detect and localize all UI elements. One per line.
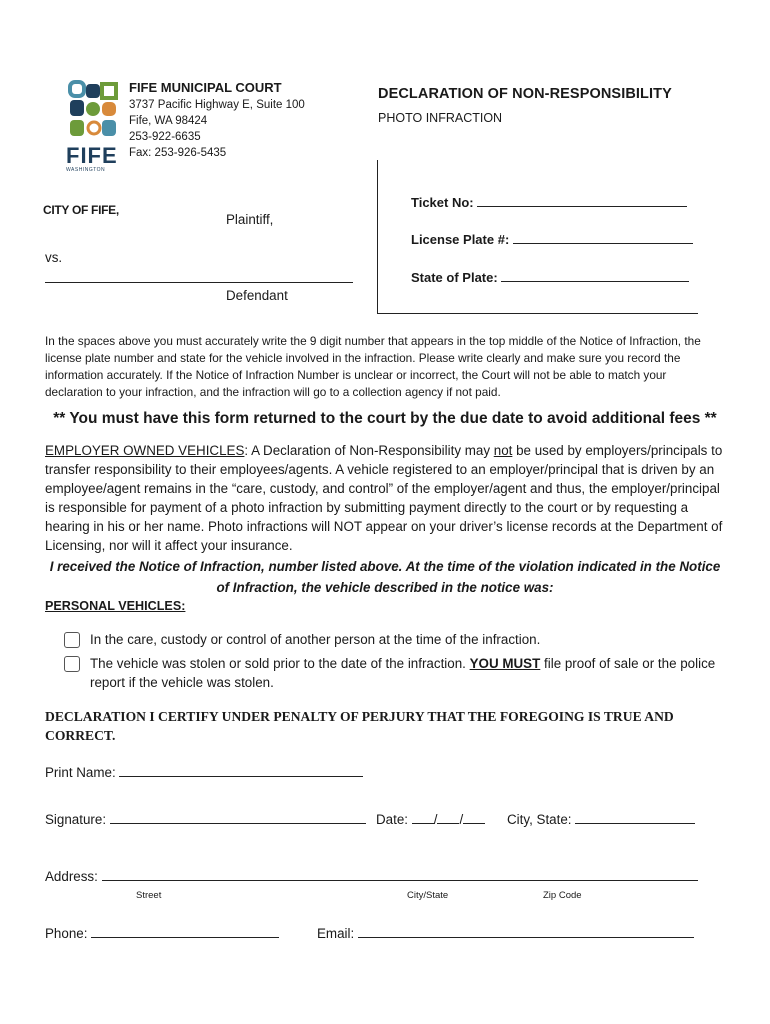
ticket-field[interactable]: [411, 194, 687, 210]
caption-vs: vs.: [45, 250, 63, 265]
employer-text-b: be used by employers/principals to transfer responsibility to their employees/agents. A vehicle registered to an employer/principal that is driven by an employee/agent remains in the “care, custody, and control” of the employer/agent and thus, the employer/principal is responsible for payment of a photo infraction by submitting payment directly to the court or by requesting a hearing in his or her name. Photo infractions will NOT appear on your driver’s license records at the Department of Licensing, nor will it affect your insurance.: [45, 443, 723, 553]
court-address-line1: 3737 Pacific Highway E, Suite 100: [129, 99, 305, 111]
option1-checkbox[interactable]: [64, 632, 80, 648]
phone-line[interactable]: [91, 925, 279, 938]
logo-tagline: WASHINGTON: [66, 167, 106, 173]
address-field[interactable]: [45, 868, 698, 884]
plate-label: License Plate #:: [411, 232, 510, 247]
date-month-line[interactable]: [412, 811, 434, 824]
city-state-caption: City/State: [407, 890, 449, 901]
option2-text-a: The vehicle was stolen or sold prior to the date of the infraction.: [90, 656, 470, 671]
court-phone: 253-922-6635: [129, 131, 201, 143]
state-input-line[interactable]: [501, 269, 689, 282]
phone-label: Phone:: [45, 926, 88, 941]
form-title: DECLARATION OF NON-RESPONSIBILITY: [378, 86, 672, 102]
street-caption: Street: [136, 890, 162, 901]
court-address: [129, 97, 305, 161]
city-state-label: City, State:: [507, 812, 572, 827]
email-line[interactable]: [358, 925, 694, 938]
date-slash-1: /: [433, 812, 438, 827]
signature-field[interactable]: [45, 811, 366, 827]
plate-field[interactable]: [411, 231, 693, 247]
declaration-certify: DECLARATION I CERTIFY UNDER PENALTY OF PERJURY THAT THE FOREGOING IS TRUE AND CORRECT.: [45, 709, 674, 743]
fife-logo-mark-icon: [66, 80, 122, 142]
state-field[interactable]: [411, 269, 689, 285]
signature-label: Signature:: [45, 812, 107, 827]
instructions: In the spaces above you must accurately write the 9 digit number that appears in the top middle of the Notice of Infraction, the license plate number and state for the vehicle involved in the infraction. Please write clearly and make sure you record the information accurately. If the Notice of Infraction Number is unclear or incorrect, the Court will not be able to match your declaration to your infraction, and the infraction will go to a collection agency if not paid.: [45, 334, 701, 399]
date-slash-2: /: [459, 812, 464, 827]
date-label: Date:: [376, 812, 409, 827]
city-state-line[interactable]: [575, 811, 695, 824]
option2-must: YOU MUST: [469, 656, 541, 671]
caption-plaintiff: Plaintiff,: [226, 212, 274, 227]
print-name-line[interactable]: [119, 764, 363, 777]
employer-section: [45, 441, 725, 555]
address-line[interactable]: [102, 868, 698, 881]
print-name-label: Print Name:: [45, 765, 116, 780]
state-label: State of Plate:: [411, 270, 498, 285]
fife-logo: [66, 80, 122, 173]
phone-field[interactable]: [45, 925, 279, 941]
form-subtitle: PHOTO INFRACTION: [378, 111, 503, 125]
received-statement: I received the Notice of Infraction, number listed above. At the time of the violation indicated in the Notice of Infraction, the vehicle described in the notice was:: [49, 559, 721, 595]
employer-text-a: : A Declaration of Non-Responsibility may: [244, 443, 494, 458]
city-state-field[interactable]: [507, 811, 695, 827]
date-year-line[interactable]: [463, 811, 485, 824]
print-name-field[interactable]: [45, 764, 363, 780]
caption-defendant: Defendant: [226, 288, 288, 303]
signature-line[interactable]: [110, 811, 366, 824]
ticket-input-line[interactable]: [477, 194, 687, 207]
court-fax: Fax: 253-926-5435: [129, 147, 227, 159]
option2-checkbox[interactable]: [64, 656, 80, 672]
personal-heading: PERSONAL VEHICLES:: [45, 599, 186, 613]
date-day-line[interactable]: [437, 811, 459, 824]
employer-heading: EMPLOYER OWNED VEHICLES: [45, 443, 245, 458]
court-name: FIFE MUNICIPAL COURT: [129, 80, 282, 95]
email-field[interactable]: [317, 925, 694, 941]
horizontal-divider: [377, 313, 698, 314]
defendant-line[interactable]: [45, 282, 353, 283]
plate-input-line[interactable]: [513, 231, 693, 244]
option1-text: In the care, custody or control of another person at the time of the infraction.: [90, 632, 541, 647]
due-date-notice: ** You must have this form returned to the court by the due date to avoid additional fees **: [53, 410, 717, 427]
employer-not: not: [493, 443, 513, 458]
ticket-label: Ticket No:: [411, 195, 474, 210]
vertical-divider: [377, 160, 378, 313]
option2-text-b: file proof of sale or the police report if the vehicle was stolen.: [90, 656, 716, 690]
caption-city: CITY OF FIFE,: [43, 203, 119, 217]
email-label: Email:: [317, 926, 355, 941]
address-label: Address:: [45, 869, 98, 884]
date-field[interactable]: [376, 811, 485, 827]
court-address-line2: Fife, WA 98424: [129, 115, 208, 127]
option2-text: [90, 654, 720, 692]
logo-text: FIFE: [66, 143, 118, 168]
zip-caption: Zip Code: [543, 890, 582, 901]
